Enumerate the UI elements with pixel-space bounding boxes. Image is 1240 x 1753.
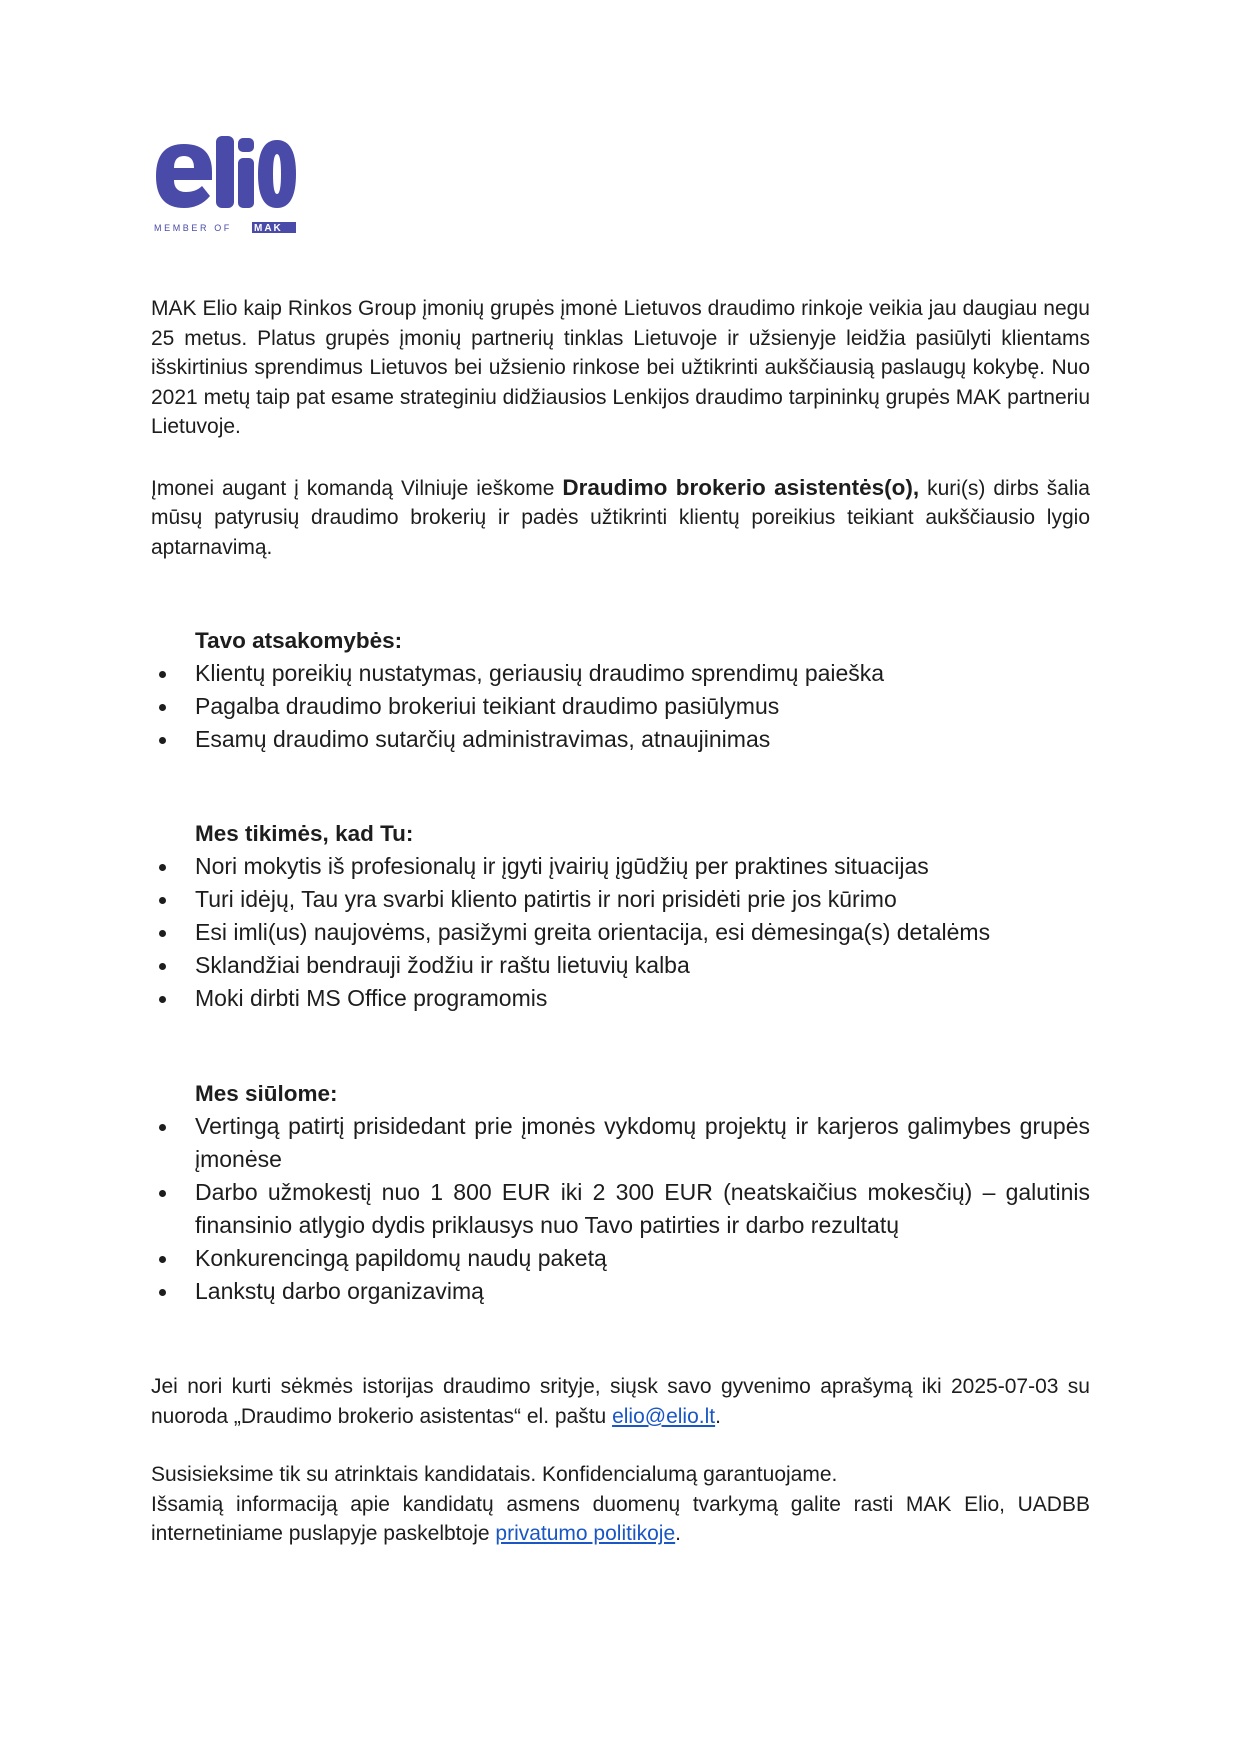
list-item: Lankstų darbo organizavimą (151, 1275, 1090, 1308)
intro-paragraph: MAK Elio kaip Rinkos Group įmonių grupės įmonė Lietuvos draudimo rinkoje veikia jau daugiau negu 25 metus. Platus grupės įmonių partnerių tinklas Lietuvoje ir užsienyje leidžia pasiūlyti klientams išskirtinius sprendimus Lietuvos bei užsienio rinkose bei užtikrinti aukščiausią paslaugų kokybę. Nuo 2021 metų taip pat esame strateginiu didžiausios Lenkijos draudimo tarpininkų grupės MAK partneriu Lietuvoje. (151, 297, 1090, 438)
svg-text:MEMBER OF: MEMBER OF (154, 223, 232, 233)
list-item: Vertingą patirtį prisidedant prie įmonės vykdomų projektų ir karjeros galimybes grupės įmonėse (151, 1110, 1090, 1176)
list-item: Klientų poreikių nustatymas, geriausių draudimo sprendimų paieška (151, 657, 1090, 690)
list-item: Esamų draudimo sutarčių administravimas, atnaujinimas (151, 723, 1090, 756)
posting-content (151, 294, 1090, 1549)
list-item: Moki dirbti MS Office programomis (151, 982, 1090, 1015)
responsibilities-heading: Tavo atsakomybės: (195, 628, 403, 653)
offer-heading: Mes siūlome: (195, 1081, 338, 1106)
list-item: Darbo užmokestį nuo 1 800 EUR iki 2 300 EUR (neatskaičius mokesčių) – galutinis finansinio atlygio dydis priklausys nuo Tavo patirties ir darbo rezultatų (151, 1176, 1090, 1242)
position-paragraph: Įmonei augant į komandą Vilniuje ieškome Draudimo brokerio asistentės(o), kuri(s) dirbs šalia mūsų patyrusių draudimo brokerių ir padės užtikrinti klientų poreikius teikiant aukščiausio lygio aptarnavimą. (151, 474, 1090, 559)
list-item: Esi imli(us) naujovėms, pasižymi greita orientacija, esi dėmesinga(s) detalėms (151, 916, 1090, 949)
email-link[interactable]: elio@elio.lt (612, 1404, 716, 1428)
privacy-paragraph: Išsamią informaciją apie kandidatų asmens duomenų tvarkymą galite rasti MAK Elio, UADBB internetiniame puslapyje paskelbtoje privatumo politikoje. (151, 1492, 1090, 1545)
list-item: Konkurencingą papildomų naudų paketą (151, 1242, 1090, 1275)
offer-list (151, 1110, 1090, 1308)
contact-note: Susisieksime tik su atrinktais kandidatais. Konfidencialumą garantuojame. (151, 1463, 838, 1486)
elio-logo-image (152, 136, 298, 236)
elio-logo (152, 136, 298, 236)
responsibilities-list (151, 657, 1090, 756)
position-title: Draudimo brokerio asistentės(o), (562, 474, 920, 500)
apply-paragraph: Jei nori kurti sėkmės istorijas draudimo srityje, siųsk savo gyvenimo aprašymą iki 2025-07-03 su nuoroda „Draudimo brokerio asistentas“ el. paštu elio@elio.lt. (151, 1375, 1090, 1428)
svg-text:MAK: MAK (254, 223, 283, 234)
list-item: Pagalba draudimo brokeriui teikiant draudimo pasiūlymus (151, 690, 1090, 723)
list-item: Nori mokytis iš profesionalų ir įgyti įvairių įgūdžių per praktines situacijas (151, 850, 1090, 883)
expectations-heading: Mes tikimės, kad Tu: (195, 821, 414, 846)
list-item: Sklandžiai bendrauji žodžiu ir raštu lietuvių kalba (151, 949, 1090, 982)
expectations-list (151, 850, 1090, 1015)
privacy-policy-link[interactable]: privatumo politikoje (495, 1522, 676, 1545)
list-item: Turi idėjų, Tau yra svarbi kliento patirtis ir nori prisidėti prie jos kūrimo (151, 883, 1090, 916)
